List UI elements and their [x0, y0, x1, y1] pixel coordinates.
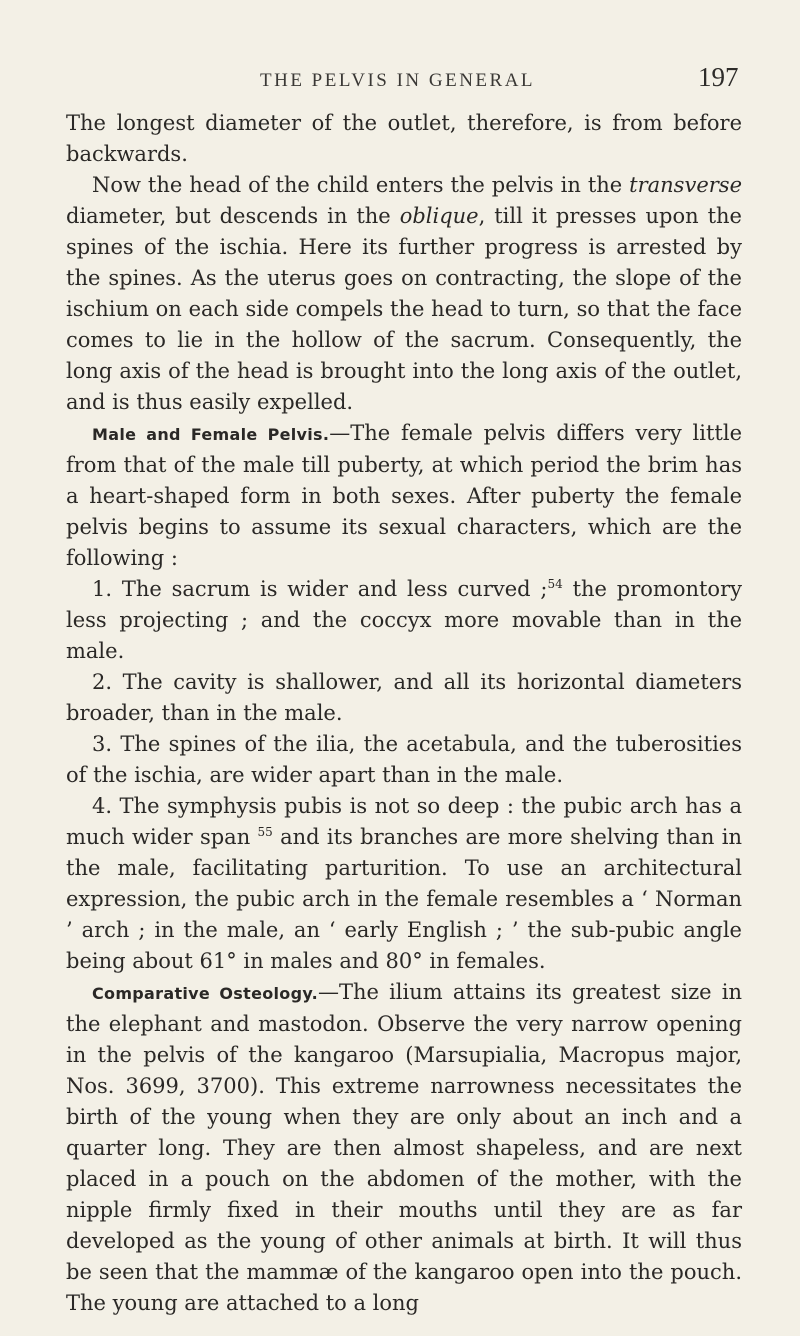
- section-heading-male-female-pelvis: Male and Female Pelvis.: [92, 425, 330, 444]
- text-run: , till it presses upon the spines of the ischia. Here its further progress is arrested by the spines. As the uterus goes on contracting, the slope of the ischium on each side compels the head to turn, so that the face comes to lie in the hollow of the sacrum. Consequently, the long axis of the head is brought into the long axis of the outlet, and is thus easily expelled.: [66, 204, 742, 414]
- page-number: 197: [698, 62, 739, 92]
- footnote-ref-54: 54: [547, 577, 563, 591]
- paragraph-outlet: The longest diameter of the outlet, therefore, is from before backwards.: [66, 111, 742, 166]
- text-run: —The ilium attains its greatest size in the elephant and mastodon. Observe the very narrow opening in the pelvis of the kangaroo (Marsupialia, Macropus major, Nos. 3699, 3700). This extreme narrowness necessitates the birth of the young when they are only about an inch and a quarter long. They are then almost shapeless, and are next placed in a pouch on the abdomen of the mother, with the nipple firmly fixed in their mouths until they are as far developed as the young of other animals at birth. It will thus be seen that the mammæ of the kangaroo open into the pouch. The young are attached to a long: [66, 980, 742, 1315]
- list-item-1: [66, 574, 742, 667]
- paragraph-comparative-osteology: [66, 977, 742, 1319]
- running-head: [0, 60, 800, 96]
- text-run: —The female pelvis differs very little from that of the male till puberty, at which period the brim has a heart-shaped form in both sexes. After puberty the female pelvis begins to assume its sexual characters, which are the following :: [66, 421, 742, 570]
- text-run: diameter, but descends in the: [66, 204, 400, 228]
- emphasis-oblique: oblique: [399, 204, 479, 228]
- paragraph-male-female-pelvis: [66, 418, 742, 574]
- text-run: 1. The sacrum is wider and less curved ;: [92, 577, 548, 601]
- paragraph-child-head: [66, 170, 742, 418]
- list-item-4: [66, 791, 742, 977]
- text-run: Now the head of the child enters the pelvis in the: [92, 173, 630, 197]
- list-item-3: 3. The spines of the ilia, the acetabula, and the tuberosities of the ischia, are wider apart than in the male.: [66, 732, 742, 787]
- list-item-2: 2. The cavity is shallower, and all its horizontal diameters broader, than in the male.: [66, 670, 742, 725]
- text-run: and its branches are more shelving than in the male, facilitating parturition. To use an architectural expression, the pubic arch in the female resembles a ‘ Norman ’ arch ; in the male, an ‘ early English ; ’ the sub-pubic angle being about 61° in males and 80° in females.: [66, 825, 742, 973]
- text-run: 4. The symphysis pubis is not so deep : the pubic arch has a much wider span: [66, 794, 742, 849]
- footnote-ref-55: 55: [257, 825, 273, 839]
- emphasis-transverse: transverse: [629, 173, 742, 197]
- running-title: THE PELVIS IN GENERAL: [260, 70, 536, 91]
- body-text: [66, 108, 742, 1319]
- text-run: the promontory less projecting ; and the coccyx more movable than in the male.: [66, 577, 742, 663]
- section-heading-comparative-osteology: Comparative Osteology.: [92, 984, 318, 1003]
